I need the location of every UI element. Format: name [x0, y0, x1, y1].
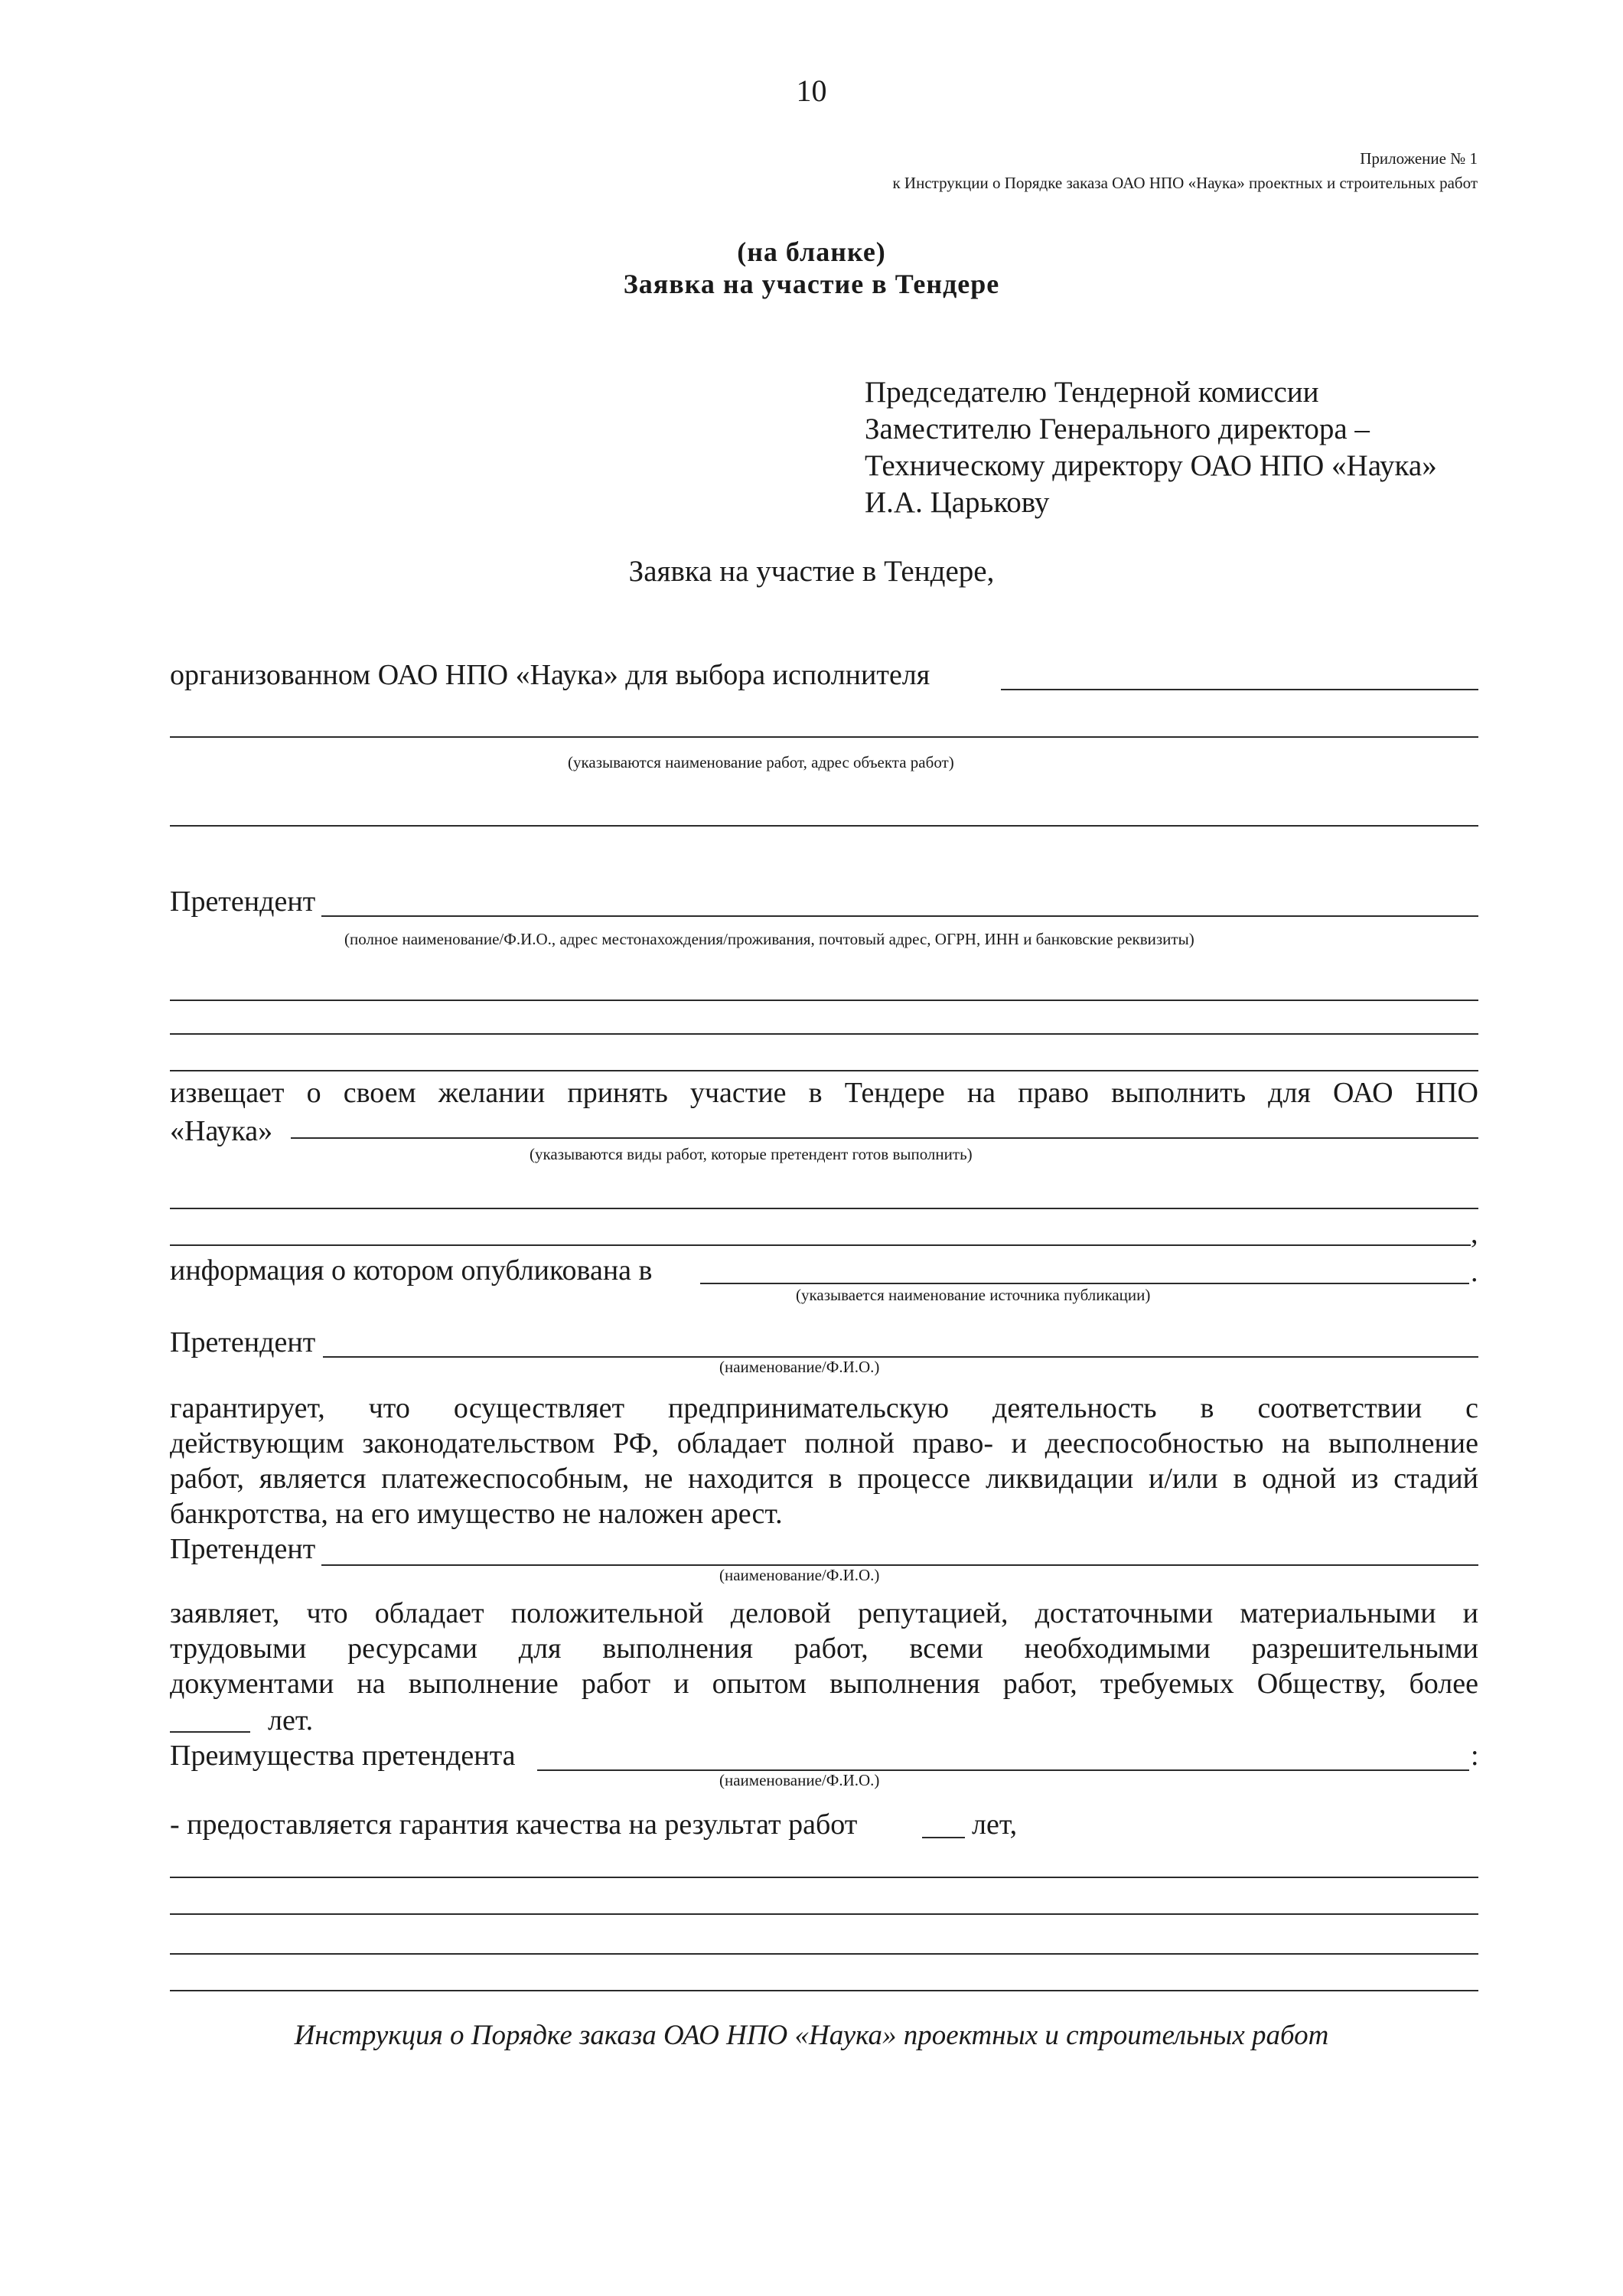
colon: :	[1471, 1740, 1479, 1772]
work-types-field-1[interactable]	[291, 1137, 1478, 1139]
applicant2-field[interactable]	[323, 1356, 1478, 1358]
declares-line-3: документами на выполнение работ и опытом выполнения работ, требуемых Обществу, более	[170, 1668, 1478, 1700]
guarantee-line-1: гарантирует, что осуществляет предпринимательскую деятельность в соответствии с	[170, 1392, 1478, 1424]
applicant-caption: (полное наименование/Ф.И.О., адрес местонахождения/проживания, почтовый адрес, ОГРН, ИНН и банковские реквизиты)	[344, 930, 1194, 948]
declares-line-1: заявляет, что обладает положительной деловой репутацией, достаточными материальными и	[170, 1597, 1478, 1629]
comma: ,	[1471, 1218, 1478, 1250]
years-field[interactable]	[170, 1731, 250, 1733]
document-title: Заявка на участие в Тендере	[623, 269, 1000, 299]
warranty-text: - предоставляется гарантия качества на результат работ	[170, 1808, 858, 1841]
warranty-field-2[interactable]	[170, 1913, 1478, 1915]
warranty-field-1[interactable]	[170, 1877, 1478, 1878]
works-caption: (указываются наименование работ, адрес объекта работ)	[568, 753, 954, 771]
applicant-label: Претендент	[170, 885, 316, 918]
warranty-years: лет,	[972, 1808, 1018, 1841]
name-caption-1: (наименование/Ф.И.О.)	[719, 1358, 880, 1376]
advantages-label: Преимущества претендента	[170, 1740, 516, 1772]
addressee-line-2: Заместителю Генерального директора –	[865, 413, 1370, 445]
applicant-field-4[interactable]	[170, 1070, 1478, 1071]
applicant-field-1[interactable]	[321, 915, 1478, 917]
works-field-1[interactable]	[1001, 689, 1478, 690]
wish-line-2: «Наука»	[170, 1115, 273, 1147]
warranty-field-4[interactable]	[170, 1990, 1478, 1991]
footer: Инструкция о Порядке заказа ОАО НПО «Наука» проектных и строительных работ	[294, 2020, 1329, 2051]
warranty-field-3[interactable]	[170, 1953, 1478, 1955]
work-types-field-2[interactable]	[170, 1208, 1478, 1209]
wish-line-1: извещает о своем желании принять участие в Тендере на право выполнить для ОАО НПО	[170, 1077, 1478, 1109]
period: .	[1471, 1256, 1478, 1288]
name-caption-3: (наименование/Ф.И.О.)	[719, 1771, 880, 1789]
advantages-field[interactable]	[537, 1769, 1469, 1771]
applicant3-label: Претендент	[170, 1533, 316, 1565]
applicant-field-2[interactable]	[170, 1000, 1478, 1001]
declares-line-2: трудовыми ресурсами для выполнения работ, всеми необходимыми разрешительными	[170, 1632, 1478, 1665]
wish-caption: (указываются виды работ, которые претендент готов выполнить)	[530, 1145, 973, 1163]
appendix-title: Приложение № 1	[1360, 149, 1478, 168]
publication-caption: (указывается наименование источника публикации)	[796, 1286, 1151, 1304]
applicant3-field[interactable]	[321, 1564, 1478, 1566]
applicant2-label: Претендент	[170, 1326, 316, 1358]
blank-label: (на бланке)	[737, 236, 886, 267]
works-field-2[interactable]	[170, 736, 1478, 738]
organized-text: организованном ОАО НПО «Наука» для выбора исполнителя	[170, 659, 930, 691]
works-field-3[interactable]	[170, 825, 1478, 827]
name-caption-2: (наименование/Ф.И.О.)	[719, 1566, 880, 1584]
years-text: лет.	[268, 1704, 314, 1737]
work-types-field-3[interactable]	[170, 1244, 1471, 1246]
guarantee-line-4: банкротства, на его имущество не наложен арест.	[170, 1498, 783, 1530]
appendix-subtitle: к Инструкции о Порядке заказа ОАО НПО «Наука» проектных и строительных работ	[892, 174, 1478, 192]
published-text: информация о котором опубликована в	[170, 1254, 653, 1287]
guarantee-line-2: действующим законодательством РФ, обладает полной право- и дееспособностью на выполнение	[170, 1427, 1478, 1459]
warranty-years-field[interactable]	[922, 1837, 965, 1838]
page-number: 10	[796, 73, 827, 108]
addressee-line-4: И.А. Царькову	[865, 486, 1050, 519]
publication-field[interactable]	[700, 1283, 1469, 1284]
guarantee-line-3: работ, является платежеспособным, не находится в процессе ликвидации и/или в одной из стадий	[170, 1463, 1478, 1495]
addressee-line-3: Техническому директору ОАО НПО «Наука»	[865, 449, 1437, 482]
applicant-field-3[interactable]	[170, 1033, 1478, 1035]
form-subtitle: Заявка на участие в Тендере,	[628, 555, 995, 588]
addressee-line-1: Председателю Тендерной комиссии	[865, 376, 1319, 409]
